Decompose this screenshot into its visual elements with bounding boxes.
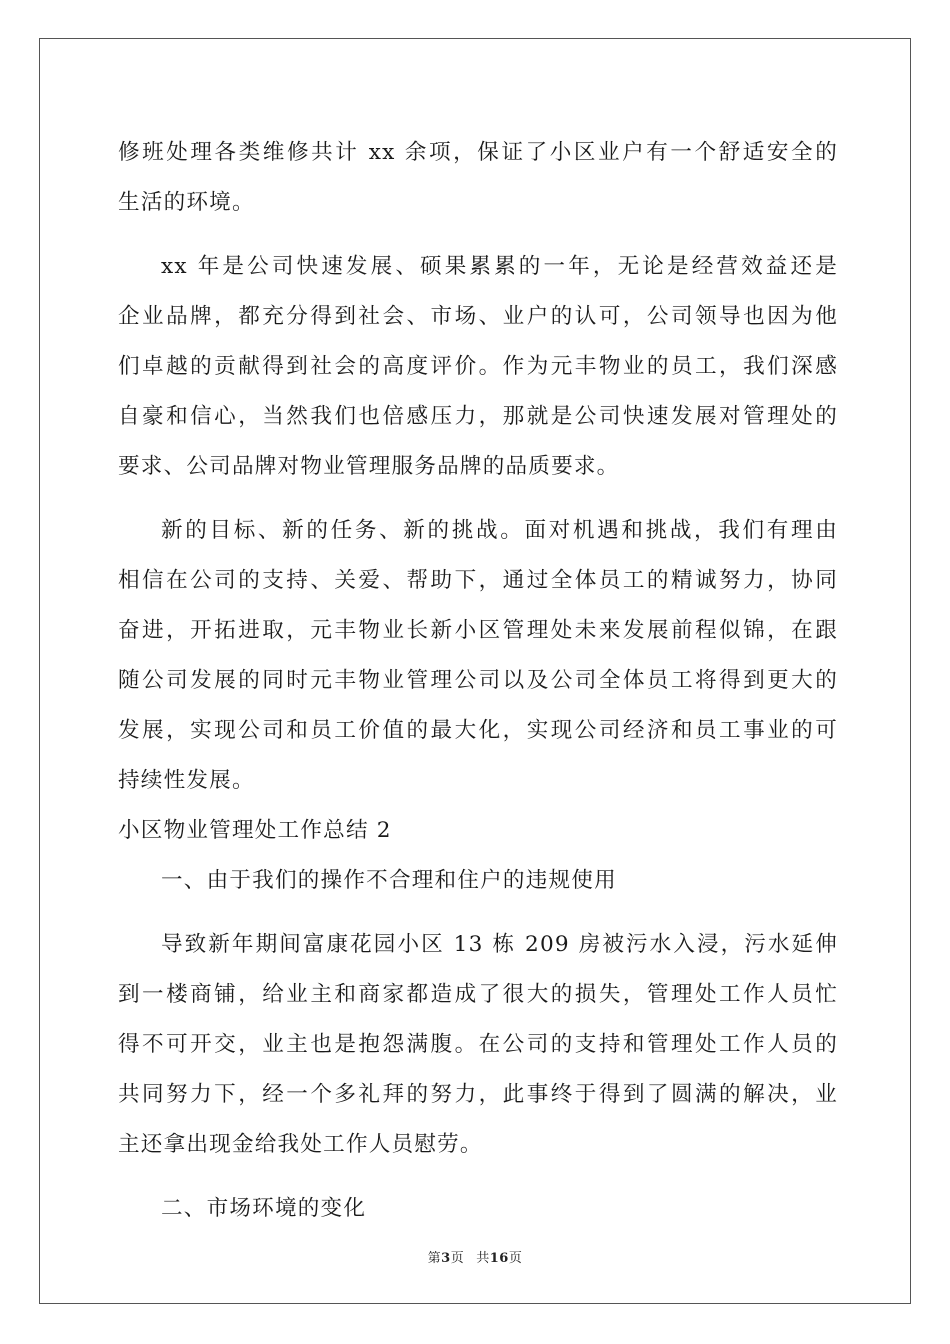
body-line: 生活的环境。: [118, 190, 255, 215]
body-line: 发展，实现公司和员工价值的最大化，实现公司经济和员工事业的可: [118, 718, 838, 743]
body-line: 企业品牌，都充分得到社会、市场、业户的认可，公司领导也因为他: [118, 304, 838, 329]
body-line: 随公司发展的同时元丰物业管理公司以及公司全体员工将得到更大的: [118, 668, 838, 693]
footer-total-pages: 16: [489, 1251, 509, 1266]
body-line: xx 年是公司快速发展、硕果累累的一年，无论是经营效益还是: [161, 254, 838, 279]
section-heading: 小区物业管理处工作总结 2: [118, 818, 392, 843]
body-line: 奋进，开拓进取，元丰物业长新小区管理处未来发展前程似锦，在跟: [118, 618, 838, 643]
body-line: 们卓越的贡献得到社会的高度评价。作为元丰物业的员工，我们深感: [118, 354, 838, 379]
body-line: 要求、公司品牌对物业管理服务品牌的品质要求。: [118, 454, 620, 479]
document-body: [118, 128, 838, 1234]
subheading: 二、市场环境的变化: [161, 1196, 367, 1221]
page-footer: [0, 1247, 950, 1266]
footer-total-prefix: 共: [476, 1251, 490, 1266]
footer-page-prefix: 第: [427, 1251, 442, 1266]
body-line: 主还拿出现金给我处工作人员慰劳。: [118, 1132, 483, 1157]
body-line: 修班处理各类维修共计 xx 余项，保证了小区业户有一个舒适安全的: [118, 140, 838, 165]
body-line: 持续性发展。: [118, 768, 255, 793]
footer-page-suffix: 页: [450, 1251, 465, 1266]
body-line: 新的目标、新的任务、新的挑战。面对机遇和挑战，我们有理由: [161, 518, 838, 543]
footer-total-suffix: 页: [508, 1251, 523, 1266]
body-line: 共同努力下，经一个多礼拜的努力，此事终于得到了圆满的解决，业: [118, 1082, 838, 1107]
subheading: 一、由于我们的操作不合理和住户的违规使用: [161, 868, 617, 893]
body-line: 相信在公司的支持、关爱、帮助下，通过全体员工的精诚努力，协同: [118, 568, 838, 593]
footer-page-number: 3: [441, 1251, 451, 1266]
body-line: 导致新年期间富康花园小区 13 栋 209 房被污水入浸，污水延伸: [161, 932, 838, 957]
body-line: 得不可开交，业主也是抱怨满腹。在公司的支持和管理处工作人员的: [118, 1032, 838, 1057]
body-line: 自豪和信心，当然我们也倍感压力，那就是公司快速发展对管理处的: [118, 404, 838, 429]
body-line: 到一楼商铺，给业主和商家都造成了很大的损失，管理处工作人员忙: [118, 982, 838, 1007]
